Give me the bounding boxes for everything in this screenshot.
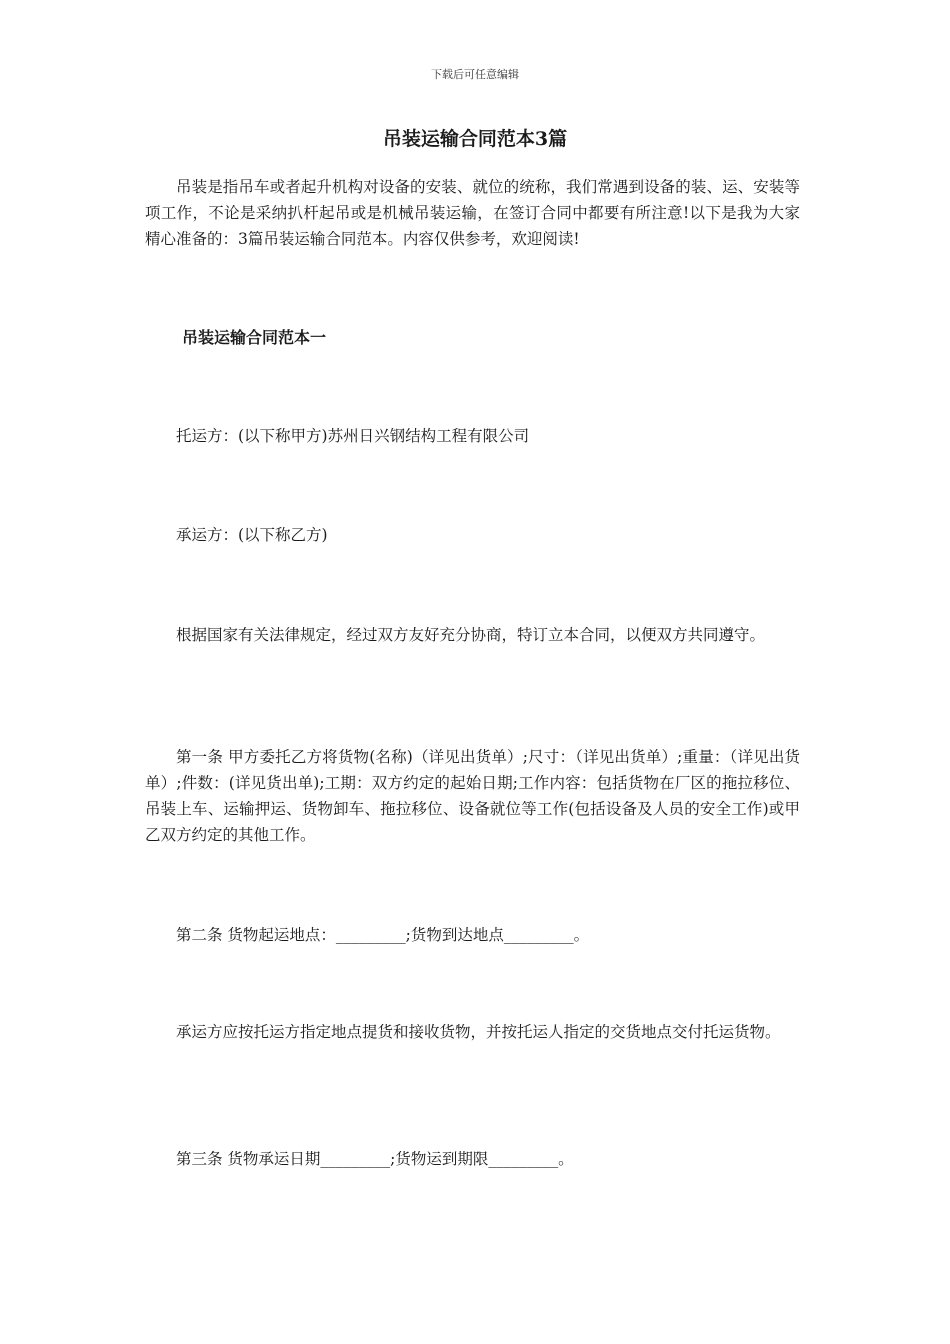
intro-paragraph: 吊装是指吊车或者起升机构对设备的安装、就位的统称，我们常遇到设备的装、运、安装等项工作，不论是采纳扒杆起吊或是机械吊装运输，在签订合同中都要有所注意!以下是我为大家精心准备的：3篇吊装运输合同范本。内容仅供参考，欢迎阅读!: [145, 178, 800, 248]
delivery-paragraph: 承运方应按托运方指定地点提货和接收货物，并按托运人指定的交货地点交付托运货物。: [176, 1023, 781, 1041]
preamble-paragraph: 根据国家有关法律规定，经过双方友好充分协商，特订立本合同，以便双方共同遵守。: [176, 626, 766, 644]
shipper-paragraph: 托运方：(以下称甲方)苏州日兴钢结构工程有限公司: [176, 427, 530, 445]
article-3-paragraph: 第三条 货物承运日期_________;货物运到期限_________。: [176, 1150, 574, 1168]
header-note: 下载后可任意编辑: [431, 68, 519, 81]
article-1-paragraph: 第一条 甲方委托乙方将货物(名称)（详见出货单）;尺寸：（详见出货单）;重量：（详见出货单）;件数：(详见货出单);工期：双方约定的起始日期;工作内容：包括货物在厂区的拖拉移位、吊装上车、运输押运、货物卸车、拖拉移位、设备就位等工作(包括设备及人员的安全工作)或甲乙双方约定的其他工作。: [145, 748, 800, 844]
section-title: 吊装运输合同范本一: [182, 328, 327, 347]
carrier-paragraph: 承运方：(以下称乙方): [176, 526, 328, 544]
article-2-paragraph: 第二条 货物起运地点：_________;货物到达地点_________。: [176, 926, 590, 944]
document-title: 吊装运输合同范本3篇: [382, 128, 568, 150]
